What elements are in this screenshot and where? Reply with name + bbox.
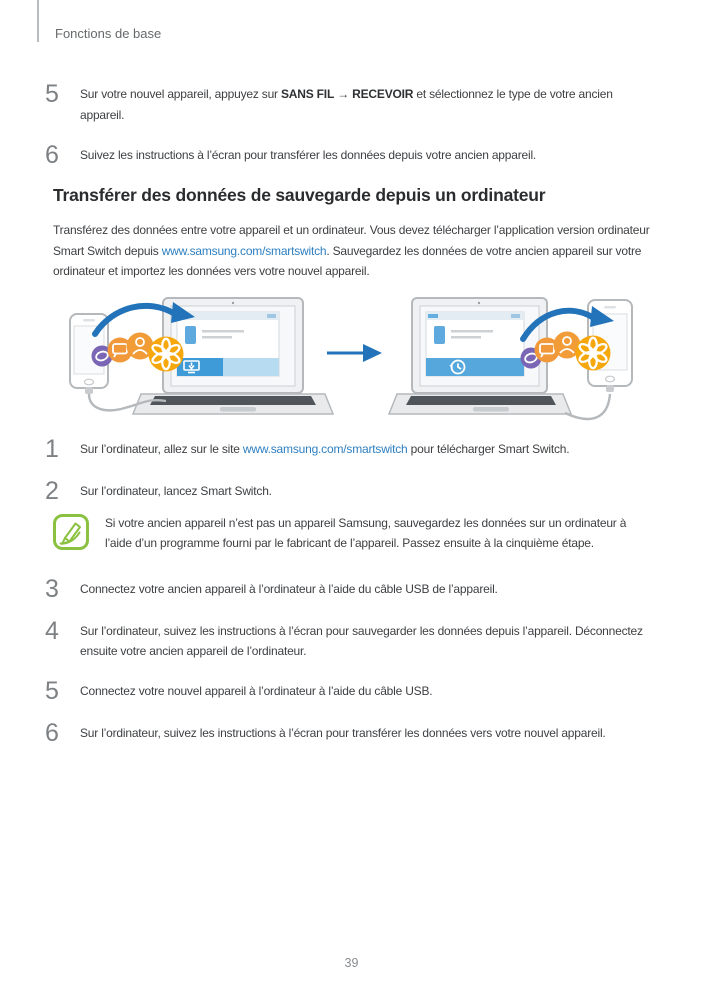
step-number: 5 [45,80,59,108]
intro-text-part: Transférez des données entre votre appareil et un ordinateur. Vous devez télécharger l’application version ordinateur Smart Switch depuis [53,223,650,258]
step-number: 6 [45,141,59,169]
page-content [0,80,703,747]
menu-label-recevoir: RECEVOIR [352,87,414,101]
step-text-part: et sélectionnez le type de votre ancien appareil. [80,87,613,122]
step-item-6 [45,718,658,747]
chapter-header [0,0,703,48]
usb-cable-right [565,385,614,419]
gallery-flower-icon [576,335,611,370]
smartswitch-link[interactable]: www.samsung.com/smartswitch [161,243,327,258]
step-text: Connectez votre nouvel appareil à l’ordinateur à l’aide du câble USB. [80,683,433,698]
step-text: Sur l’ordinateur, suivez les instructions à l’écran pour transférer les données vers votre nouvel appareil. [80,725,606,740]
transfer-illustration-svg [45,292,657,428]
chapter-title: Fonctions de base [55,26,162,41]
step-text: Connectez votre ancien appareil à l’ordinateur à l’aide du câble USB de l’appareil. [80,581,498,596]
step-text-part: Sur l’ordinateur, allez sur le site [80,441,243,456]
flow-right-arrow-icon [327,344,382,362]
step-number: 2 [45,476,59,505]
intro-text-part: . Sauvegardez les données de votre ancien appareil sur votre ordinateur et importez les données vers votre nouvel appareil. [53,243,642,278]
step-item-5 [45,676,658,705]
step-item-wireless-6 [45,141,658,169]
smartswitch-link[interactable]: www.samsung.com/smartswitch [242,441,408,456]
page-number: 39 [344,956,359,970]
step-number: 3 [45,574,59,603]
section-title: Transférer des données de sauvegarde depuis un ordinateur [53,185,546,205]
section-intro [53,220,658,282]
step-item-1 [45,434,658,463]
note-pencil-icon [52,513,90,551]
step-text-part: Sur votre nouvel appareil, appuyez sur [80,87,281,101]
step-text [80,439,569,460]
step-item-3 [45,574,658,603]
step-text [80,84,658,125]
page-footer [0,956,703,970]
step-number: 1 [45,434,59,463]
note-text: Si votre ancien appareil n’est pas un appareil Samsung, sauvegardez les données sur un ordinateur à l’aide d’un programme fourni par le fabricant de l’appareil. Passez ensuite à la cinquième étape. [105,515,627,550]
step-number: 6 [45,718,59,747]
step-number: 5 [45,676,59,705]
step-item-2 [45,476,658,505]
transfer-illustration [45,292,658,428]
step-number: 4 [45,616,59,645]
step-text: Suivez les instructions à l’écran pour transférer les données depuis votre ancien appareil. [80,148,537,162]
gallery-flower-icon [149,336,184,371]
step-item-wireless-5 [45,80,658,125]
step-item-4 [45,616,658,662]
computer-steps-list [45,434,658,747]
step-text: Sur l’ordinateur, lancez Smart Switch. [80,483,272,498]
wireless-steps-list [45,80,658,169]
chapter-divider-line [37,0,39,42]
sequence-arrow: → [334,87,353,101]
note-block [52,513,658,554]
step-text-part: pour télécharger Smart Switch. [407,441,570,456]
step-text: Sur l’ordinateur, suivez les instructions à l’écran pour sauvegarder les données depuis l’appareil. Déconnectez ensuite votre ancien appareil de l’ordinateur. [80,623,643,658]
menu-label-sans-fil: SANS FIL [281,87,335,101]
